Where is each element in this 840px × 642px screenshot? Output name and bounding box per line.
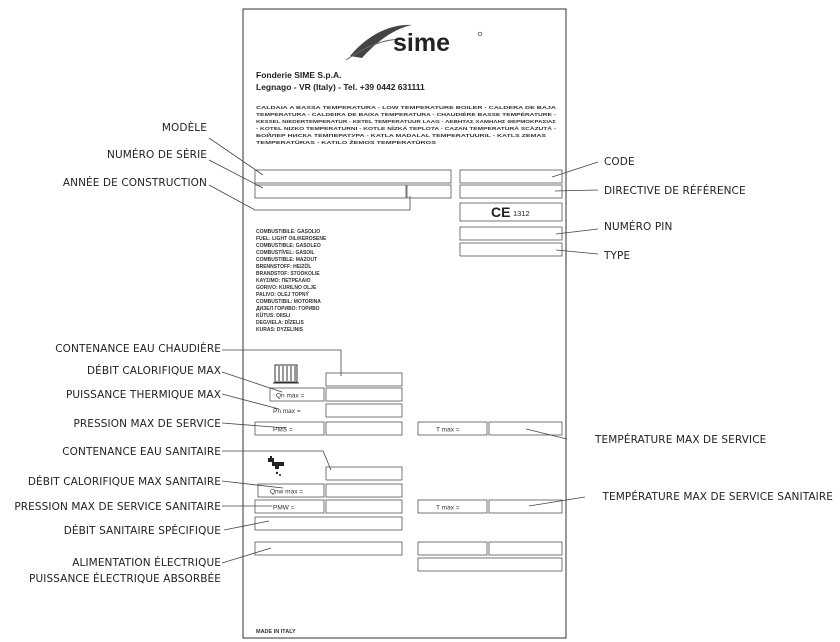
tmax-san-label: T max = [436,504,460,512]
callout-temperature-max: TEMPÉRATURE MAX DE SERVICE [595,434,767,446]
callout-puissance-max: PUISSANCE THERMIQUE MAX [65,389,221,401]
fuel-line: ДИЗЕЛ ГОРИВО: ГОРИВО [256,306,320,312]
company-address: Legnago - VR (Italy) - Tel. +39 0442 631111 [256,82,425,92]
tmax-label: T max = [436,426,460,434]
callout-directive: DIRECTIVE DE RÉFÉRENCE [604,185,746,197]
callout-debit-max-sanitaire: DÉBIT CALORIFIQUE MAX SANITAIRE [27,476,221,488]
boiler-type-line: БОЙЛЕР НИСКА ТЕМПЕРАТУРА - KATLA MADALAL TEMPERATUURIL - KATLS ZEMAS [256,134,456,139]
fuel-line: COMBUSTÍVEL: GASOIL [256,250,315,256]
radiator-icon [273,365,299,383]
fuel-line: COMBUSTIBILE: GASOLIO [256,229,321,235]
pn-max-label: Pn max = [273,408,301,415]
callout-modele: MODÈLE [161,122,207,134]
callout-puissance-electrique: PUISSANCE ÉLECTRIQUE ABSORBÉE [29,573,221,585]
boiler-type-line: KESSEL NIEDERTEMPERATUR - KETEL TEMPERATUUR LAAG - ΛΕΒΗΤΑΣ ΧΑΜΗΛΗΣ ΘΕΡΜΟΚΡΑΣΙΑΣ [256,120,492,125]
pmw-label: PMW = [273,504,295,512]
fuel-line: COMBUSTIBLE: MAZOUT [256,257,318,263]
boiler-type-line: TEMPERATURA - CALDEIRA DE BAIXA TEMPERATURA - CHAUDIÈRE BASSE TEMPÉRATURE - [256,113,474,118]
ce-mark: CE [491,204,511,220]
callout-temperature-max-sanitaire: TEMPÉRATURE MAX DE SERVICE SANITAIRE [602,491,833,503]
fuel-line: PALIVO: OLEJ TOPNÝ [256,292,309,298]
brand-name: sime [393,29,450,57]
boiler-type-line: TEMPERATŪRAS - KATILO ŽEMOS TEMPERATŪROS [256,141,377,146]
callout-numero-pin: NUMÉRO PIN [604,221,673,233]
callout-contenance-sanitaire: CONTENANCE EAU SANITAIRE [62,446,221,458]
fuel-line: ΚΑΥΣΙΜΟ: ΠΕΤΡΕΛΑΙΟ [256,278,311,284]
fuel-line: BRANDSTOF: STOOKOLIE [256,271,320,277]
callout-type: TYPE [604,250,631,262]
qnw-max-label: Qnw max = [270,488,304,496]
callout-code: CODE [604,156,635,168]
fuel-line: GORIVO: KURILNO OLJE [256,285,317,291]
fuel-line: COMBUSTIBIL: MOTORINA [256,299,321,305]
fuel-line: COMBUSTIBLE: GASOLEO [256,243,321,249]
callout-alimentation: ALIMENTATION ÉLECTRIQUE [72,557,221,569]
ce-number: 1312 [513,209,530,218]
fuel-line: KÜTUS: DIISLI [256,313,291,319]
company-name: Fonderie SIME S.p.A. [256,70,342,80]
callout-contenance-chaudiere: CONTENANCE EAU CHAUDIÈRE [55,343,221,355]
callout-pression-max-sanitaire: PRESSION MAX DE SERVICE SANITAIRE [14,501,221,513]
made-in-label: MADE IN ITALY [256,629,296,635]
boiler-type-line: - KOTEL NIZKO TEMPERATURNI - KOTLE NÍZKÁ TEPLOTA - CAZAN TEMPERATURĂ SCĂZUTĂ - [256,127,477,132]
callout-numero-serie: NUMÉRO DE SÉRIE [106,149,207,161]
fuel-line: DEGVIELA: DĪZELIS [256,320,304,326]
qn-max-label: Qn max = [276,392,305,400]
callout-debit-sanitaire: DÉBIT SANITAIRE SPÉCIFIQUE [63,525,221,537]
fuel-line: BRENNSTOFF: HEIZÖL [256,264,312,270]
pms-label: PMS = [273,426,293,434]
callout-annee: ANNÉE DE CONSTRUCTION [62,177,207,189]
fuel-line: KURAS: DYZELINIS [256,327,303,333]
callout-pression-max: PRESSION MAX DE SERVICE [73,418,221,430]
callout-debit-max: DÉBIT CALORIFIQUE MAX [86,365,221,377]
boiler-type-line: CALDAIA A BASSA TEMPERATURA - LOW TEMPERATURE BOILER - CALDERA DE BAJA [256,106,460,111]
fuel-line: FUEL: LIGHT OIL/KEROSENE [256,236,327,242]
